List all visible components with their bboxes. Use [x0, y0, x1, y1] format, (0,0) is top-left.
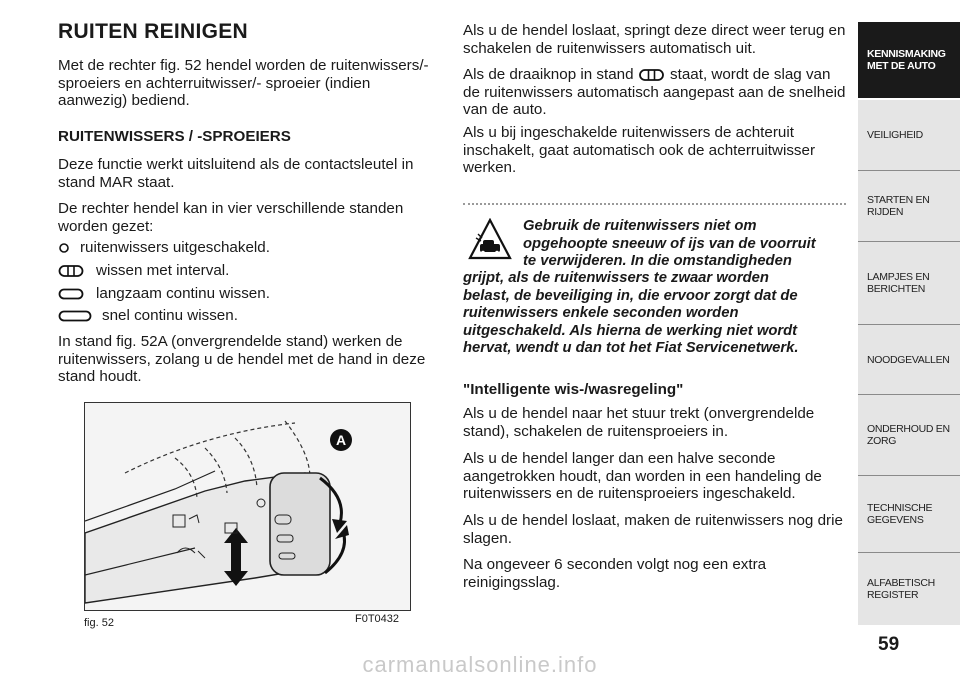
warning-line: ruitenwissers enkele seconden worden [463, 305, 739, 321]
paragraph-hold: Als u de hendel langer dan een halve seconde aangetrokken houdt, dan worden in een handeling de ruitenwissers en de ruitensproeiers ingeschakeld. [463, 450, 822, 502]
tab-noodgevallen[interactable]: NOODGEVALLEN [858, 325, 960, 394]
paragraph-extra-stroke: Na ongeveer 6 seconden volgt nog een extra reinigingsslag. [463, 556, 767, 591]
section-title: RUITEN REINIGEN [58, 20, 249, 43]
subheading-wipers: RUITENWISSERS / -SPROEIERS [58, 128, 291, 145]
paragraph-positions: De rechter hendel kan in vier verschillende standen worden gezet: [58, 200, 404, 235]
warning-line: hervat, wendt u dan tot het Fiat Servicenetwerk. [463, 340, 799, 356]
figure-code: F0T0432 [355, 613, 400, 625]
warning-line: te verwijderen. In die omstandigheden [523, 253, 792, 269]
interval-wiper-icon [638, 68, 666, 82]
position-item [58, 239, 270, 257]
watermark: carmanualsonline.info [362, 652, 598, 677]
paragraph-knob-end: staat, wordt de slag van de ruitenwissers automatisch aangepast aan de snelheid van de auto. [463, 66, 846, 118]
position-item [58, 285, 270, 303]
paragraph-knob [463, 66, 846, 119]
subheading-intelligent: "Intelligente wis-/wasregeling" [463, 381, 684, 398]
divider [463, 203, 846, 205]
marker-a-label: A [335, 432, 347, 448]
tab-veiligheid[interactable]: VEILIGHEID [858, 100, 960, 170]
warning-line: grijpt, als de ruitenwissers te zwaar worden [463, 270, 769, 286]
position-item [58, 307, 238, 325]
intro-paragraph: Met de rechter fig. 52 hendel worden de ruitenwissers/-sproeiers en achterruitwisser/- sproeier (indien aanwezig) bediend. [58, 57, 429, 109]
paragraph-release: Als u de hendel loslaat, springt deze direct weer terug en schakelen de ruitenwissers automatisch uit. [463, 22, 846, 57]
tab-kennismaking[interactable]: KENNISMAKING MET DE AUTO [858, 22, 960, 98]
figure-52 [84, 402, 411, 611]
position-text: langzaam continu wissen. [96, 285, 270, 303]
paragraph-pull: Als u de hendel naar het stuur trekt (onvergrendelde stand), schakelen de ruitensproeiers in. [463, 405, 815, 440]
page-number: 59 [878, 634, 900, 655]
tab-onderhoud[interactable]: ONDERHOUD EN ZORG [858, 395, 960, 475]
paragraph-release-strokes: Als u de hendel loslaat, maken de ruitenwissers nog drie slagen. [463, 512, 843, 547]
warning-line: uitgeschakeld. Als hierna de werking niet wordt [463, 322, 798, 339]
warning-line: Gebruik de ruitenwissers niet om [523, 218, 757, 234]
position-item [58, 262, 229, 280]
paragraph-unlocked: In stand fig. 52A (onvergrendelde stand) werken de ruitenwissers, zolang u de hendel met de hand in deze stand houdt. [58, 333, 426, 385]
tab-lampjes[interactable]: LAMPJES EN BERICHTEN [858, 242, 960, 324]
warning-line: opgehoopte sneeuw of ijs van de voorruit [523, 235, 816, 252]
off-circle-icon [58, 242, 72, 254]
figure-label: fig. 52 [84, 617, 114, 629]
wiper-lever-illustration [85, 403, 410, 610]
tab-starten[interactable]: STARTEN EN RIJDEN [858, 171, 960, 241]
position-text: wissen met interval. [96, 262, 230, 280]
paragraph-reverse: Als u bij ingeschakelde ruitenwissers de achteruit inschakelt, gaat automatisch ook de achterruitwisser werken. [463, 124, 816, 176]
position-text: snel continu wissen. [102, 307, 238, 325]
slow-wiper-icon [58, 287, 84, 301]
interval-wiper-icon [58, 264, 84, 278]
warning-triangle-icon [468, 218, 512, 262]
warning-line: belast, de beveiliging in, die ervoor zorgt dat de [463, 287, 798, 304]
fast-wiper-icon [58, 309, 92, 323]
paragraph-knob-start: Als de draaiknop in stand [463, 66, 634, 83]
paragraph-contact: Deze functie werkt uitsluitend als de contactsleutel in stand MAR staat. [58, 156, 414, 191]
position-text: ruitenwissers uitgeschakeld. [80, 239, 270, 257]
tab-alfabetisch[interactable]: ALFABETISCH REGISTER [858, 553, 960, 625]
tab-technische[interactable]: TECHNISCHE GEGEVENS [858, 476, 960, 552]
